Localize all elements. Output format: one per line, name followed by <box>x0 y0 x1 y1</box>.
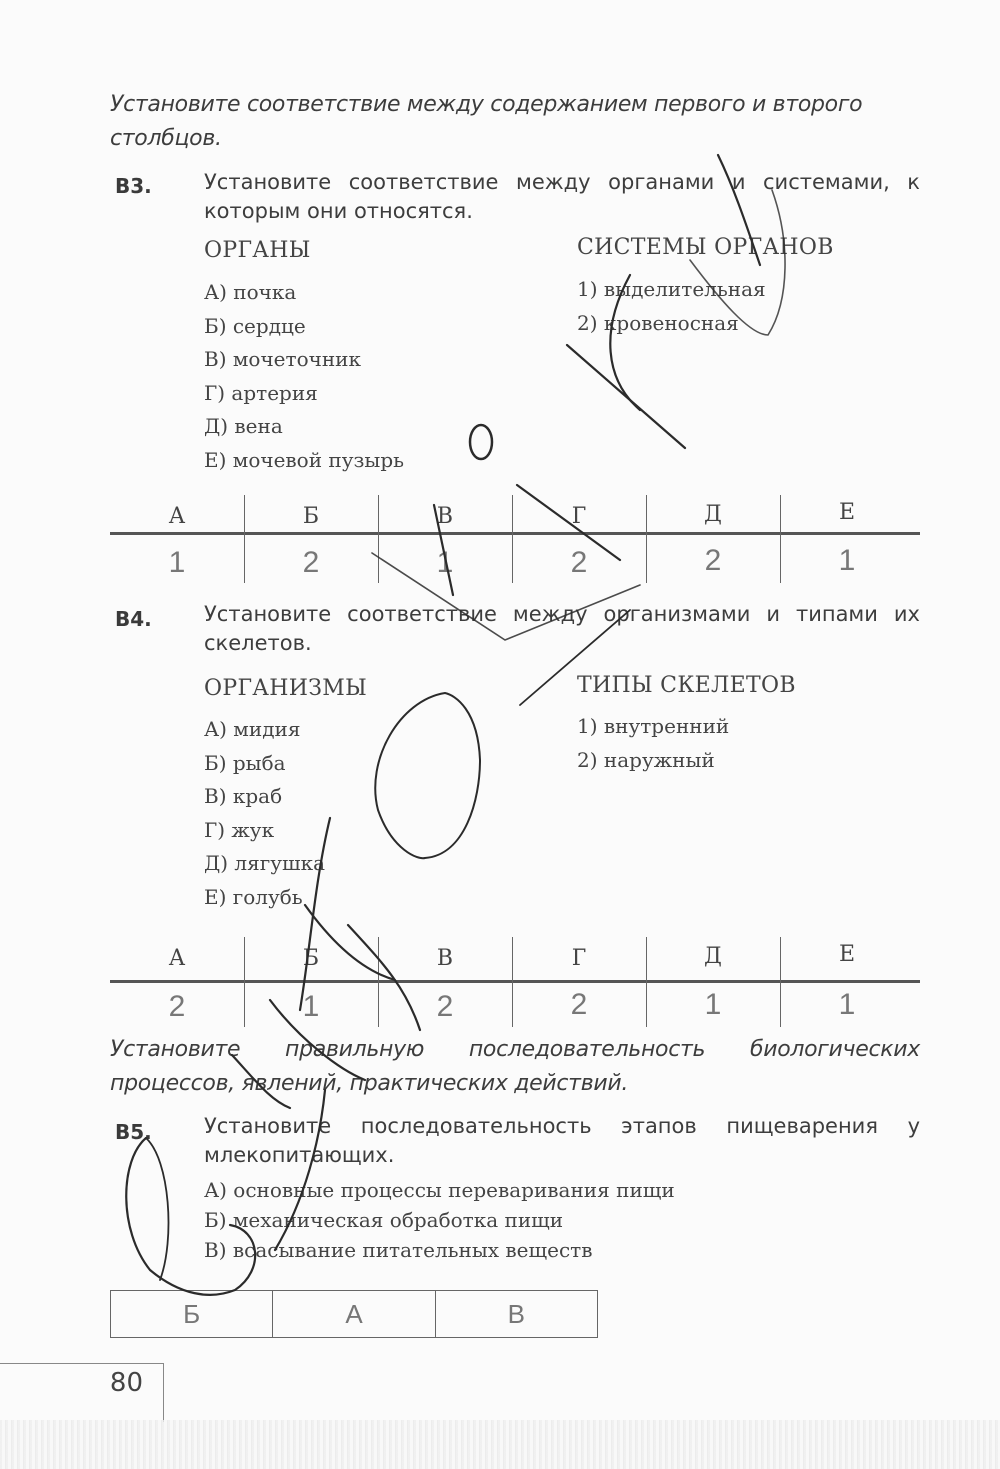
b4-left-list <box>204 713 325 914</box>
table-header-cell: А <box>168 504 186 529</box>
table-header-cell: Д <box>704 944 722 969</box>
list-item: В) мочеточник <box>204 347 362 371</box>
b4-right-list <box>577 710 729 777</box>
answer-cell[interactable]: 2 <box>168 990 186 1023</box>
task-question-b3: Установите соответствие между органами и системами, к которым они относятся. <box>204 170 920 223</box>
section-intro-sequence: Установите правильную последовательность биологических процессов, явлений, практических действий. <box>110 1037 920 1096</box>
list-item: Г) жук <box>204 817 275 842</box>
list-item: 2) наружный <box>577 747 715 772</box>
list-item: А) мидия <box>204 717 301 741</box>
b3-right-header: СИСТЕМЫ ОРГАНОВ <box>577 235 834 260</box>
table-header-cell: А <box>168 946 186 971</box>
table-header-cell: Г <box>571 504 587 529</box>
answer-cell[interactable]: 2 <box>302 546 320 579</box>
sequence-cell[interactable]: Б <box>111 1291 273 1337</box>
list-item: Е) мочевой пузырь <box>204 447 405 472</box>
list-item: 1) выделительная <box>577 277 766 301</box>
answer-cell[interactable]: 1 <box>168 546 186 579</box>
section-intro-matching: Установите соответствие между содержанием первого и второго столбцов. <box>110 92 863 151</box>
table-header-cell: Д <box>704 502 722 527</box>
b3-left-list <box>204 276 404 477</box>
task-question-b5: Установите последовательность этапов пищеварения у млекопитающих. <box>204 1114 920 1167</box>
task-number-b4: В4. <box>115 607 152 631</box>
table-header-cell: Г <box>571 946 587 971</box>
answer-cell[interactable]: 2 <box>570 546 588 579</box>
answer-cell[interactable]: 1 <box>436 546 454 579</box>
table-header-cell: Б <box>302 946 320 971</box>
b5-item-list <box>204 1175 675 1265</box>
task-number-b5: В5. <box>115 1120 152 1144</box>
task-question-b4: Установите соответствие между организмами и типами их скелетов. <box>204 602 920 655</box>
answer-cell[interactable]: 2 <box>704 544 722 577</box>
table-header-cell: Б <box>302 504 320 529</box>
table-divider <box>110 980 920 983</box>
answer-cell[interactable]: 1 <box>302 990 320 1023</box>
b3-answer-table <box>110 490 920 585</box>
b5-sequence-table <box>110 1290 598 1338</box>
sequence-cell[interactable]: В <box>507 1299 525 1329</box>
b3-right-list <box>577 273 766 340</box>
table-header-cell: В <box>436 504 454 529</box>
sequence-cell[interactable]: А <box>273 1291 435 1337</box>
table-header-cell: В <box>436 946 454 971</box>
answer-cell[interactable]: 2 <box>436 990 454 1023</box>
list-item: 2) кровеносная <box>577 310 739 335</box>
list-item: А) почка <box>204 280 297 304</box>
page-number: 80 <box>109 1368 143 1398</box>
answer-cell[interactable]: 1 <box>838 544 856 577</box>
list-item: Б) механическая обработка пищи <box>204 1208 564 1232</box>
list-item: А) основные процессы переваривания пищи <box>204 1178 675 1202</box>
answer-cell[interactable]: 1 <box>838 988 856 1021</box>
list-item: Е) голубь <box>204 884 303 909</box>
b4-answer-table <box>110 932 920 1027</box>
b4-left-header: ОРГАНИЗМЫ <box>204 676 368 701</box>
list-item: В) всасывание питательных веществ <box>204 1238 593 1262</box>
list-item: Б) сердце <box>204 313 306 338</box>
b3-left-header: ОРГАНЫ <box>204 238 311 263</box>
page-number-box <box>0 1363 164 1422</box>
answer-cell[interactable]: 1 <box>704 988 722 1021</box>
answer-cell[interactable]: 2 <box>570 988 588 1021</box>
table-header-cell: Е <box>838 942 856 967</box>
b4-right-header: ТИПЫ СКЕЛЕТОВ <box>577 673 796 698</box>
list-item: 1) внутренний <box>577 714 730 738</box>
list-item: Б) рыба <box>204 750 286 775</box>
task-number-b3: В3. <box>115 174 152 198</box>
list-item: Г) артерия <box>204 380 318 405</box>
scan-noise <box>0 1420 1000 1469</box>
list-item: Д) лягушка <box>204 851 326 875</box>
list-item: В) краб <box>204 784 283 808</box>
table-header-cell: Е <box>838 500 856 525</box>
list-item: Д) вена <box>204 414 283 438</box>
table-divider <box>110 532 920 535</box>
